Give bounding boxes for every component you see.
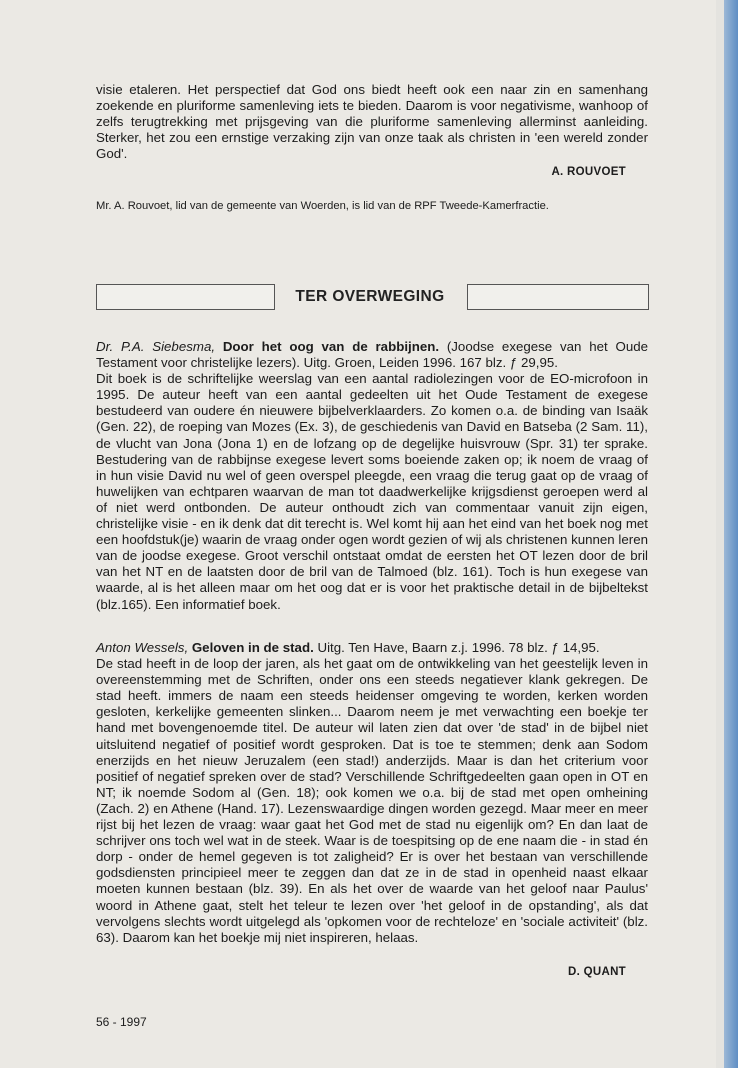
section-banner-left-box — [96, 284, 275, 310]
review-book-title: Geloven in de stad. — [191, 640, 314, 655]
review-body: Dit boek is de schriftelijke weerslag van een aantal radiolezingen voor de EO-microfoon in 1995. De auteur heeft van een aantal gedeelten uit het Oude Testament de exegese bestudeerd van oudere én nieuwere bijbelverklaarders. Zo komen o.a. de binding van Isaäk (Gen. 22), de roeping van Mozes (Ex. 3), de geschiedenis van David en Batseba (2 Sam. 11), de vlucht van Jona (Jona 1) en de lofzang op de degelijke huisvrouw (Spr. 31) ter sprake. Bestudering van de rabbijnse exegese levert soms boeiende zaken op; ik noem de vraag of in hun visie David nu wel of geen overspel pleegde, een vraag die terug gaat op de vraag of huwelijken van echtparen waarvan de man tot daadwerkelijke krijgsdienst geroepen werd al of niet werd ontbonden. De auteur onthoudt zich van commentaar vanuit zijn eigen, christelijke visie - en ik denk dat dit terecht is. Wel komt hij aan het eind van het boek nog met een hoofdstuk(je) waarin de vraag onder ogen wordt gezien of wij als christenen kunnen leren van de joodse exegese. Groot verschil ontstaat omdat de eersten het OT lezen door de bril van het NT en de laatsten door de bril van de Talmoed (blz. 161). Toch is hun exegese van waarde, al is het alleen maar om het oog dat er is voor het praktische detail in de bijbeltekst (blz.165). Een informatief boek. — [96, 371, 648, 612]
review-siebesma — [96, 339, 648, 613]
intro-paragraph: visie etaleren. Het perspectief dat God ons biedt heeft ook een naar zin en samenhang zoekende en pluriforme samenleving iets te bieden. Daarom is voor negativisme, wanhoop of zelfs terugtrekking met prijsgeving van die pluriforme samenleving allerminst aanleiding. Sterker, het zou een ernstige verzaking zijn van onze taak als christen in 'een wereld zonder God'. — [96, 82, 648, 162]
signature-quant: D. QUANT — [568, 966, 626, 978]
review-author: Dr. P.A. Siebesma, — [96, 339, 216, 354]
review-wessels — [96, 640, 648, 946]
section-banner-right-box — [467, 284, 649, 310]
review-book-details: Uitg. Ten Have, Baarn z.j. 1996. 78 blz. ƒ 14,95. — [317, 640, 600, 655]
review-book-title: Door het oog van de rabbijnen. — [222, 339, 440, 354]
section-title: TER OVERWEGING — [295, 288, 445, 305]
page-number: 56 - 1997 — [96, 1015, 147, 1029]
review-book-details: (Joodse exegese van het Oude Testament voor christelijke lezers). Uitg. Groen, Leiden 1996. 167 blz. ƒ 29,95. — [96, 339, 649, 371]
review-body: De stad heeft in de loop der jaren, als het gaat om de ontwikkeling van het geestelijk leven in overeenstemming met de Schriften, onder ons een steeds negatiever klank gekregen. De stad heeft. immers de naam een steeds heidenser omgeving te worden, kerken worden gesloten, kerkelijke gemeenten slinken... Daarom neem je met verwachting een boekje ter hand met bovengenoemde titel. De auteur wil laten zien dat over 'de stad' in de bijbel niet uitsluitend negatief of positief wordt gesproken. Dat is toe te stemmen; denk aan Sodom enerzijds en het nieuw Jeruzalem (een stad!) anderzijds. Maar is dan het criterium voor positief of negatief spreken over de stad? Verschillende Schriftgedeelten gaan open in OT en NT; ik noemde Sodom al (Gen. 18); ook komen we o.a. bij de stad met open omheining (Zach. 2) en Athene (Hand. 17). Lezenswaardige dingen worden gezegd. Maar meer en meer rijst bij het lezen de vraag: waar gaat het God met de stad nu eigenlijk om? En dan laat de schrijver ons toch wel wat in de steek. Waar is de toespitsing op de ene naam die - in stad én dorp - onder de hemel gegeven is tot zaligheid? Er is over het bestaan van verschillende godsdiensten principieel meer te zeggen dan dat ze in de stad in openheid naast elkaar moeten kunnen bestaan (blz. 39). En als het over de waarde van het geloof naar Paulus' woord in Athene gaat, stelt het teleur te lezen over 'het geloof in de opstanding', als dat vervolgens slechts wordt uitgelegd als 'opkomen voor de rechteloze' en 'sociale activiteit' (blz. 63). Daarom kan het boekje mij niet inspireren, helaas. — [96, 656, 648, 945]
signature-rouvoet: A. ROUVOET — [551, 166, 626, 178]
binding-strip — [724, 0, 738, 1068]
author-note: Mr. A. Rouvoet, lid van de gemeente van Woerden, is lid van de RPF Tweede-Kamerfractie. — [96, 200, 549, 212]
review-author: Anton Wessels, — [96, 640, 189, 655]
page-edge — [716, 0, 724, 1068]
